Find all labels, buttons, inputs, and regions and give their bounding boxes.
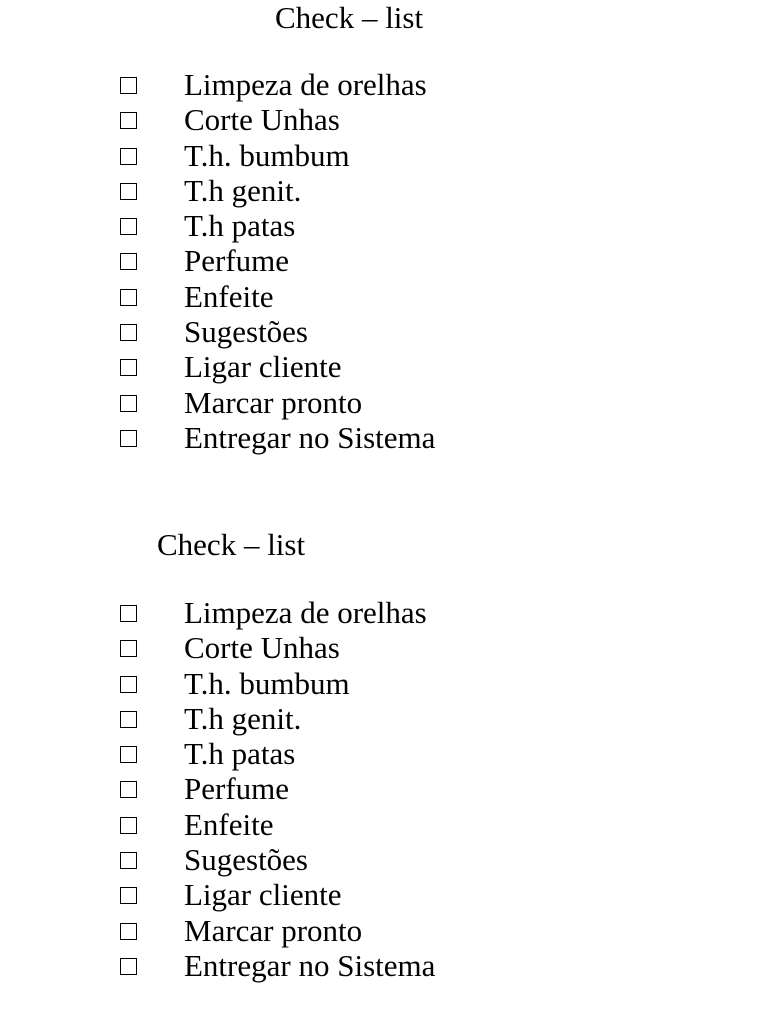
checklist [0,595,768,983]
checklist-item-label: Perfume [184,243,290,279]
checklist-item-label: Corte Unhas [184,630,340,666]
checklist-item[interactable] [0,173,768,208]
checkbox[interactable] [120,359,137,376]
checkbox[interactable] [120,817,137,834]
checklist-item-label: Corte Unhas [184,102,340,138]
checklist-item-label: Entregar no Sistema [184,419,436,455]
checklist-item-label: Entregar no Sistema [184,947,436,983]
checklist-item[interactable] [0,807,768,842]
checkbox[interactable] [120,605,137,622]
checklist-item[interactable] [0,314,768,349]
checklist-item[interactable] [0,913,768,948]
checklist-item-label: T.h. bumbum [184,137,350,173]
checkbox[interactable] [120,183,137,200]
checklist-item-label: Sugestões [184,314,308,350]
checklist-item[interactable] [0,279,768,314]
checklist-item[interactable] [0,138,768,173]
checkbox[interactable] [120,112,137,129]
checkbox[interactable] [120,148,137,165]
checklist-title: Check – list [157,527,306,562]
checklist-item[interactable] [0,877,768,912]
checklist-item[interactable] [0,666,768,701]
checklist-item-label: T.h. bumbum [184,665,350,701]
checkbox[interactable] [120,430,137,447]
checklist-item-label: Limpeza de orelhas [184,595,427,630]
checkbox[interactable] [120,781,137,798]
checklist-item-label: T.h patas [184,208,296,244]
checkbox[interactable] [120,852,137,869]
checkbox[interactable] [120,746,137,763]
checkbox[interactable] [120,958,137,975]
checklist-item[interactable] [0,243,768,278]
checkbox[interactable] [120,395,137,412]
checkbox[interactable] [120,640,137,657]
checklist-item[interactable] [0,948,768,983]
checklist-item[interactable] [0,771,768,806]
checkbox[interactable] [120,289,137,306]
checklist-item-label: T.h genit. [184,700,302,736]
checklist-item[interactable] [0,701,768,736]
checklist-item[interactable] [0,630,768,665]
checklist-item-label: Ligar cliente [184,349,342,385]
checklist-item-label: T.h patas [184,736,296,772]
checkbox[interactable] [120,253,137,270]
checkbox[interactable] [120,923,137,940]
checklist-item[interactable] [0,420,768,455]
checklist-item[interactable] [0,736,768,771]
checklist-item-label: Perfume [184,771,290,807]
checkbox[interactable] [120,887,137,904]
checklist [0,67,768,455]
checkbox[interactable] [120,676,137,693]
checklist-item[interactable] [0,385,768,420]
checkbox[interactable] [120,77,137,94]
checklist-item-label: Marcar pronto [184,384,363,420]
checklist-item-label: Ligar cliente [184,877,342,913]
checkbox[interactable] [120,711,137,728]
checklist-item-label: Enfeite [184,806,274,842]
checkbox[interactable] [120,324,137,341]
checklist-item[interactable] [0,102,768,137]
checklist-item[interactable] [0,842,768,877]
checklist-title: Check – list [275,0,424,35]
checklist-item-label: Enfeite [184,278,274,314]
checklist-item[interactable] [0,595,768,630]
checklist-item-label: Marcar pronto [184,912,363,948]
checklist-item[interactable] [0,67,768,102]
checklist-item[interactable] [0,349,768,384]
checklist-item[interactable] [0,208,768,243]
checklist-item-label: T.h genit. [184,172,302,208]
checklist-item-label: Sugestões [184,842,308,878]
checkbox[interactable] [120,218,137,235]
checklist-item-label: Limpeza de orelhas [184,67,427,102]
